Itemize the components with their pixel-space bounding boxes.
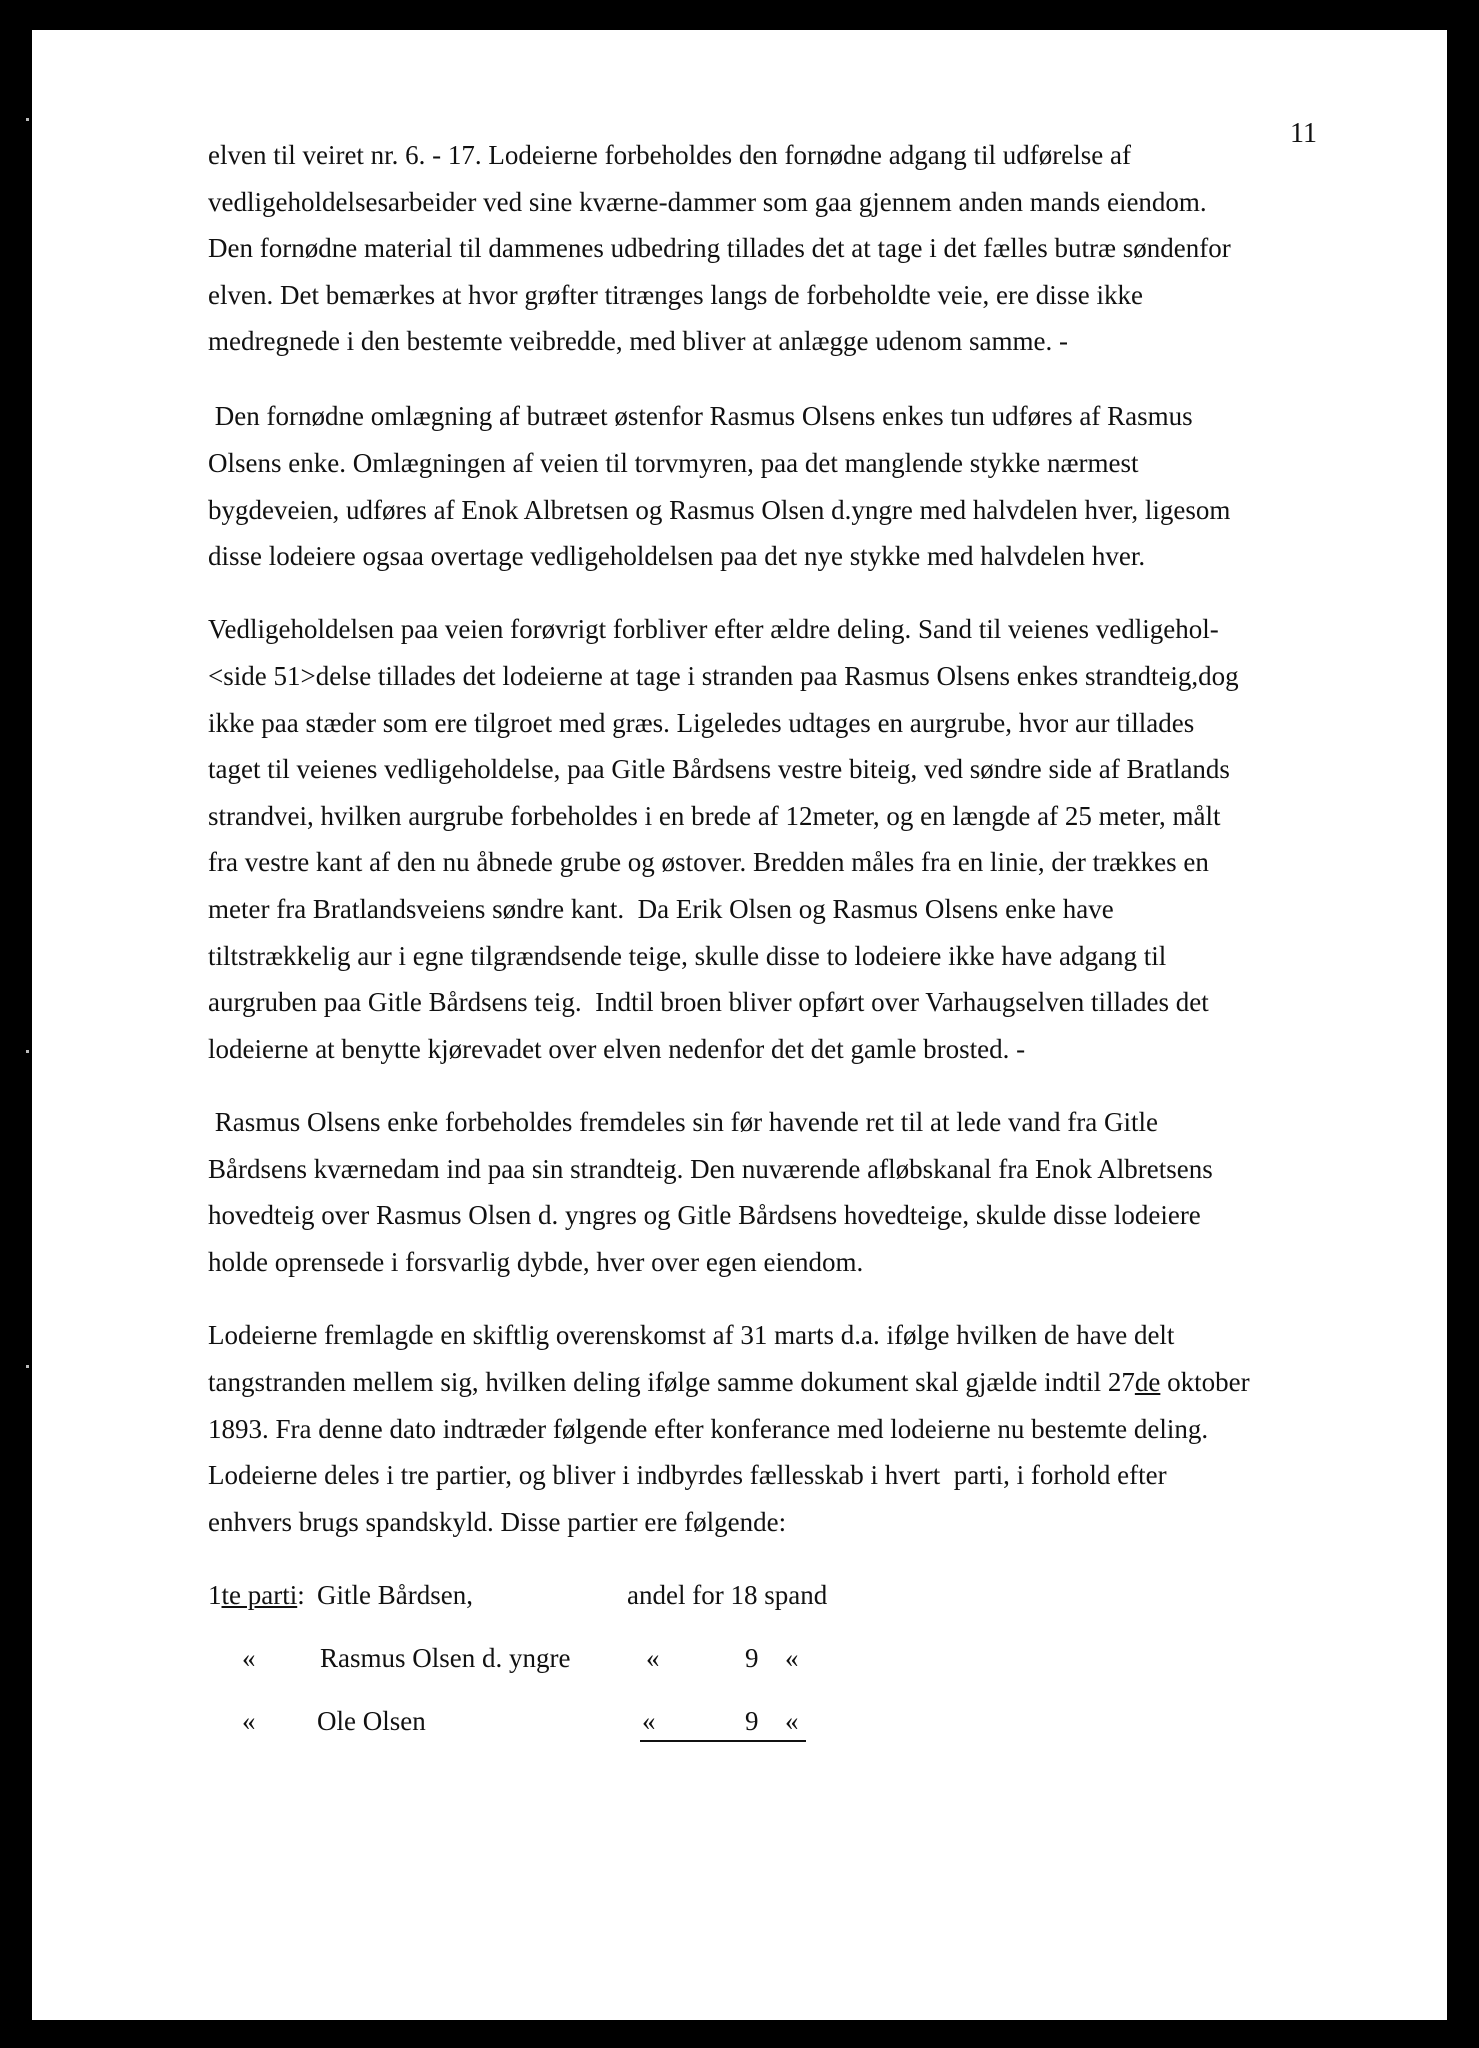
scan-edge-mark (26, 1050, 29, 1053)
ordinal-suffix: te parti (221, 1580, 298, 1610)
text-line: Lodeierne fremlagde en skiftlig overenskomst af 31 marts d.a. ifølge hvilken de have delt (208, 1320, 1175, 1350)
text-line: Bårdsens kværnedam ind paa sin strandteig. Den nuværende afløbskanal fra Enok Albretsens (208, 1154, 1213, 1184)
text-line: enhvers brugs spandskyld. Disse partier ere følgende: (208, 1507, 787, 1537)
ditto-mark: « (785, 1643, 799, 1673)
share-amount: 9 (745, 1643, 759, 1673)
text-line: strandvei, hvilken aurgrube forbeholdes i en brede af 12meter, og en længde af 25 meter, målt (208, 801, 1221, 831)
heading-colon: : (297, 1580, 305, 1610)
text-line: elven. Det bemærkes at hvor grøfter titrænges langs de forbeholdte veie, ere disse ikke (208, 280, 1143, 310)
text-line: Den fornødne material til dammenes udbedring tillades det at tage i det fælles butræ søndenfor (208, 233, 1231, 263)
sum-underline (640, 1740, 806, 1742)
ditto-mark: « (646, 1643, 660, 1673)
text-line: hovedteig over Rasmus Olsen d. yngres og Gitle Bårdsens hovedteige, skulde disse lodeiere (208, 1200, 1201, 1230)
text-line: 1893. Fra denne dato indtræder følgende efter konferance med lodeierne nu bestemte deling. (208, 1414, 1209, 1444)
text-line: medregnede i den bestemte veibredde, med bliver at anlægge udenom samme. - (208, 326, 1068, 356)
text-line: taget til veienes vedligeholdelse, paa Gitle Bårdsens vestre biteig, ved søndre side af Bratlands (208, 754, 1230, 784)
ditto-mark: « (242, 1643, 256, 1673)
text-line (208, 1367, 1250, 1398)
parti-heading (208, 1580, 305, 1611)
text-line: meter fra Bratlandsveiens søndre kant. Da Erik Olsen og Rasmus Olsens enke have (208, 894, 1114, 924)
text-line: Lodeierne deles i tre partier, og bliver i indbyrdes fællesskab i hvert parti, i forhold efter (208, 1460, 1167, 1490)
text-line: lodeierne at benytte kjørevadet over elven nedenfor det det gamle brosted. - (208, 1034, 1026, 1064)
text-run: tangstranden mellem sig, hvilken deling ifølge samme dokument skal gjælde indtil 27 (208, 1367, 1135, 1397)
text-line: aurgruben paa Gitle Bårdsens teig. Indtil broen bliver opført over Varhaugselven tillades det (208, 987, 1209, 1017)
text-line: Rasmus Olsens enke forbeholdes fremdeles sin før havende ret til at lede vand fra Gitle (208, 1107, 1158, 1137)
owner-name: Ole Olsen (317, 1706, 426, 1736)
text-line: Olsens enke. Omlægningen af veien til torvmyren, paa det manglende stykke nærmest (208, 448, 1139, 478)
text-line: disse lodeiere ogsaa overtage vedligeholdelsen paa det nye stykke med halvdelen hver. (208, 541, 1146, 571)
ditto-mark: « (642, 1706, 656, 1736)
share-label: andel for 18 spand (627, 1580, 828, 1610)
owner-name: Gitle Bårdsen, (317, 1580, 473, 1610)
text-line: Den fornødne omlægning af butræet østenfor Rasmus Olsens enkes tun udføres af Rasmus (208, 401, 1193, 431)
scan-edge-mark (26, 118, 29, 121)
ditto-mark: « (785, 1706, 799, 1736)
text-line: fra vestre kant af den nu åbnede grube og østover. Bredden måles fra en linie, der trækkes en (208, 847, 1209, 877)
text-line: tiltstrækkelig aur i egne tilgrændsende teige, skulle disse to lodeiere ikke have adgang til (208, 941, 1167, 971)
document-page (32, 30, 1447, 2020)
text-line: holde oprensede i forsvarlig dybde, hver over egen eiendom. (208, 1247, 864, 1277)
scan-edge-mark (26, 1365, 29, 1368)
ditto-mark: « (242, 1706, 256, 1736)
text-line: Vedligeholdelsen paa veien forøvrigt forbliver efter ældre deling. Sand til veienes vedligehol- (208, 614, 1219, 644)
text-run: oktober (1160, 1367, 1250, 1397)
text-line: ikke paa stæder som ere tilgroet med græs. Ligeledes udtages en aurgrube, hvor aur tillades (208, 708, 1195, 738)
text-line: vedligeholdelsesarbeider ved sine kværne-dammer som gaa gjennem anden mands eiendom. (208, 187, 1207, 217)
text-line: bygdeveien, udføres af Enok Albretsen og Rasmus Olsen d.yngre med halvdelen hver, ligesom (208, 495, 1231, 525)
text-line: <side 51>delse tillades det lodeierne at tage i stranden paa Rasmus Olsens enkes strandteig,dog (208, 661, 1239, 691)
owner-name: Rasmus Olsen d. yngre (320, 1643, 571, 1673)
page-number: 11 (1290, 118, 1317, 149)
ordinal-number: 1 (208, 1580, 222, 1610)
share-amount: 9 (745, 1706, 759, 1736)
underlined-ordinal-suffix: de (1134, 1367, 1161, 1397)
text-line: elven til veiret nr. 6. - 17. Lodeierne forbeholdes den fornødne adgang til udførelse af (208, 140, 1131, 170)
